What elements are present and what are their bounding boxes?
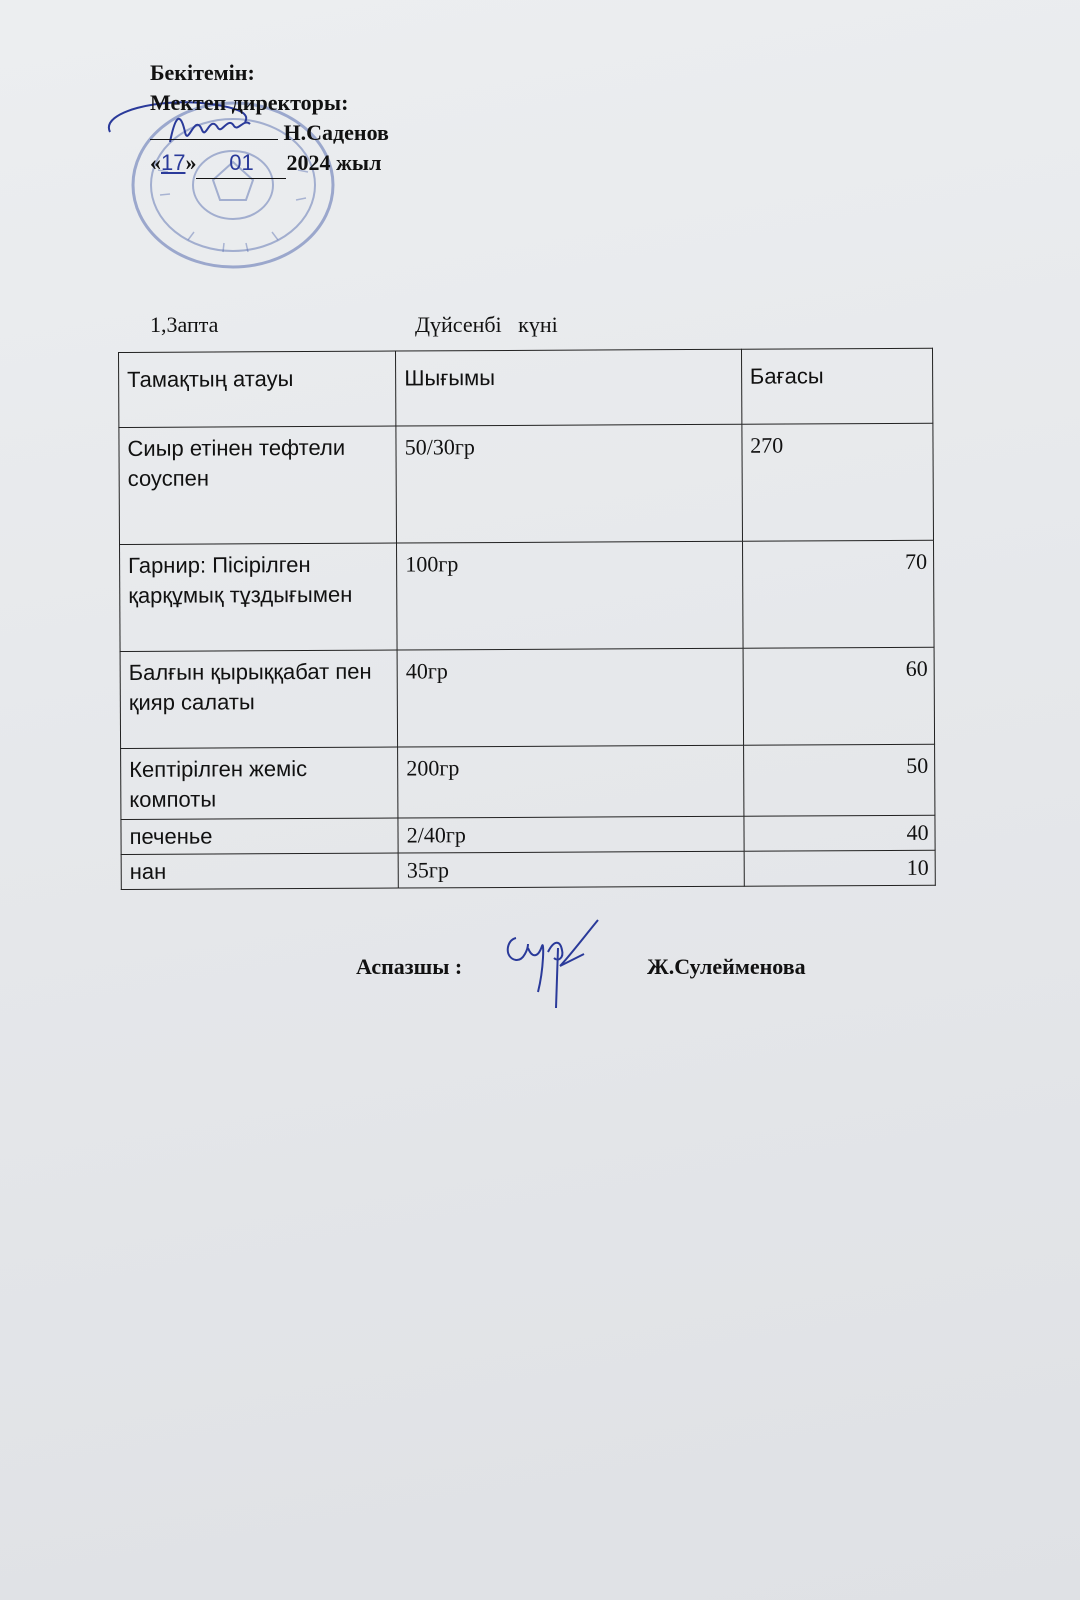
approval-block [150,58,389,179]
table-header-row [119,348,933,427]
dish-yield: 50/30гр [396,424,742,543]
day-label: Дүйсенбі күні [415,312,558,337]
table-row [121,815,935,854]
dish-name: Гарнир: Пісірілген қарқұмық тұздығымен [120,543,398,651]
dish-yield: 200гр [398,745,744,818]
header-dish-name: Тамақтың атауы [119,351,397,427]
menu-table [118,348,936,890]
table-row [119,423,934,544]
dish-price: 50 [743,744,935,816]
date-year: 2024 жыл [286,150,382,175]
approval-position: Мектеп директоры: [150,90,349,115]
date-quote-open: « [150,150,161,175]
header-price: Бағасы [741,348,933,424]
dish-price: 60 [743,647,935,745]
cook-signature [498,918,608,1010]
dish-price: 70 [742,540,934,648]
date-month: 01 [196,148,286,179]
director-signature-line [150,139,278,140]
dish-yield: 100гр [397,541,743,650]
week-label: 1,3апта [150,312,219,337]
director-name: Н.Саденов [283,120,389,145]
header-yield: Шығымы [396,349,742,426]
director-line [150,118,389,148]
dish-price: 40 [744,815,935,851]
dish-yield: 35гр [398,851,744,888]
date-day: 17 [161,150,186,175]
cook-name: Ж.Сулейменова [647,954,806,979]
table-row [120,647,934,748]
approval-date [150,148,389,179]
approval-title: Бекітемін: [150,60,255,85]
dish-name: Балғын қырыққабат пен қияр салаты [120,650,398,748]
dish-name: Сиыр етінен тефтели соуспен [119,426,397,544]
dish-name: нан [121,853,398,889]
cook-label: Аспазшы : [356,954,463,979]
date-quote-close: » [185,150,197,175]
dish-yield: 40гр [397,648,743,747]
dish-name: Кептірілген жеміс компоты [121,747,399,819]
dish-price: 270 [742,423,934,541]
table-row [121,850,935,889]
dish-name: печенье [121,818,398,854]
dish-price: 10 [744,850,935,886]
table-row [121,744,935,819]
dish-yield: 2/40гр [398,816,744,853]
table-row [120,540,935,651]
